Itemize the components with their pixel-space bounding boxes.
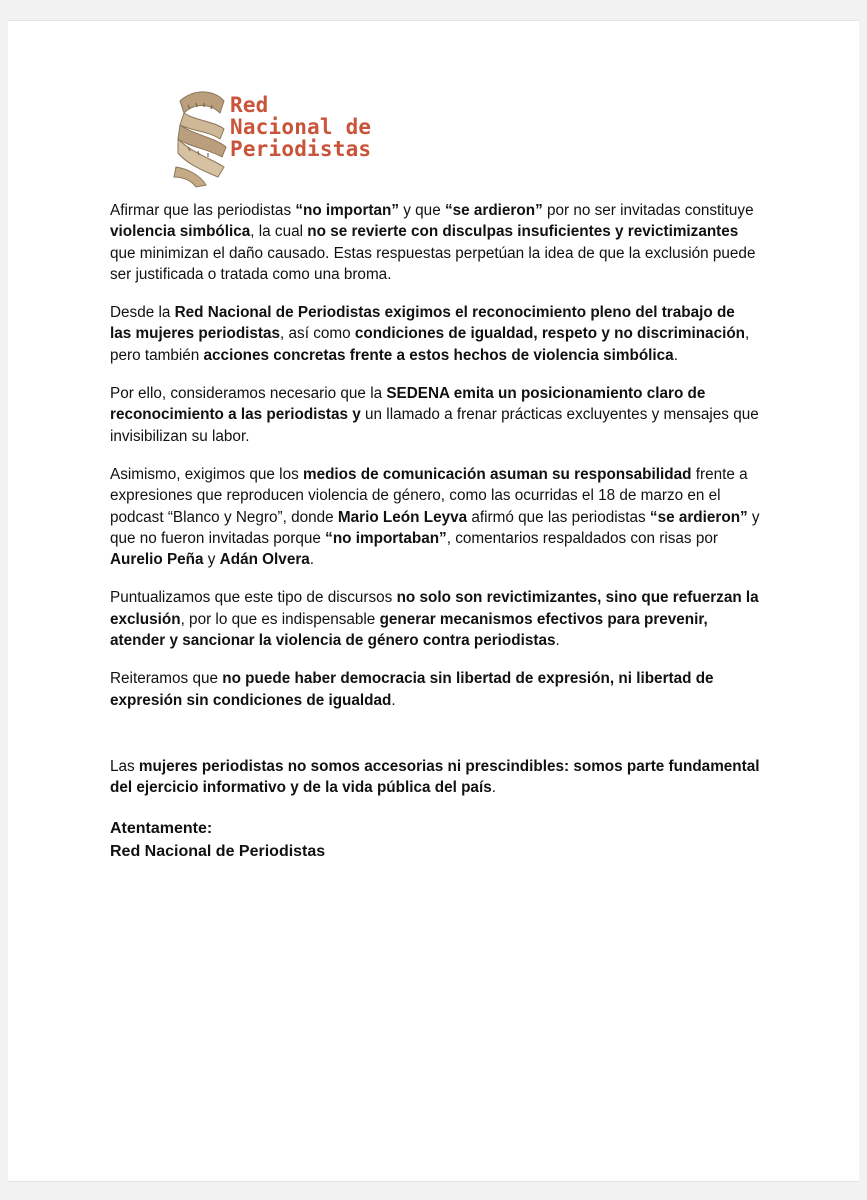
- paragraph-2: Desde la Red Nacional de Periodistas exigimos el reconocimiento pleno del trabajo de las mujeres periodistas, así como condiciones de igualdad, respeto y no discriminación, pero también acciones concretas frente a estos hechos de violencia simbólica.: [110, 304, 750, 364]
- paragraph-5: Puntualizamos que este tipo de discursos no solo son revictimizantes, sino que refuerzan la exclusión, por lo que es indispensable generar mecanismos efectivos para prevenir, atender y sancionar la violencia de género contra periodistas.: [110, 589, 759, 650]
- logo-line-2: Nacional de: [230, 115, 372, 139]
- document-page: [8, 20, 859, 1182]
- paragraph-3: Por ello, consideramos necesario que la SEDENA emita un posicionamiento claro de reconocimiento a las periodistas y un llamado a frenar prácticas excluyentes y mensajes que invisibilizan su labor.: [110, 385, 759, 445]
- signature-org: Red Nacional de Periodistas: [110, 842, 326, 860]
- statement-body: [110, 200, 760, 863]
- paragraph-1: Afirmar que las periodistas “no importan” y que “se ardieron” por no ser invitadas constituye violencia simbólica, la cual no se revierte con disculpas insuficientes y revictimizantes que minimizan el daño causado. Estas respuestas perpetúan la idea de que la exclusión puede ser justificada o tratada como una broma.: [110, 202, 756, 283]
- closing-line: Atentamente:: [110, 819, 213, 837]
- signature-block: [110, 817, 760, 863]
- organization-logo: [166, 81, 426, 191]
- paragraph-7: Las mujeres periodistas no somos accesorias ni prescindibles: somos parte fundamental del ejercicio informativo y de la vida pública del país.: [110, 757, 760, 797]
- paragraph-6: Reiteramos que no puede haber democracia sin libertad de expresión, ni libertad de expresión sin condiciones de igualdad.: [110, 670, 714, 709]
- logo-wordmark: [230, 94, 371, 160]
- logo-line-3: Periodistas: [230, 137, 372, 161]
- paragraph-4: Asimismo, exigimos que los medios de comunicación asuman su responsabilidad frente a expresiones que reproducen violencia de género, como las ocurridas el 18 de marzo en el podcast “Blanco y Negro”, donde Mario León Leyva afirmó que las periodistas “se ardieron” y que no fueron invitadas porque “no importaban”, comentarios respaldados con risas por Aurelio Peña y Adán Olvera.: [110, 465, 760, 569]
- film-ribbon-icon: [166, 81, 236, 189]
- logo-line-1: Red: [230, 93, 269, 117]
